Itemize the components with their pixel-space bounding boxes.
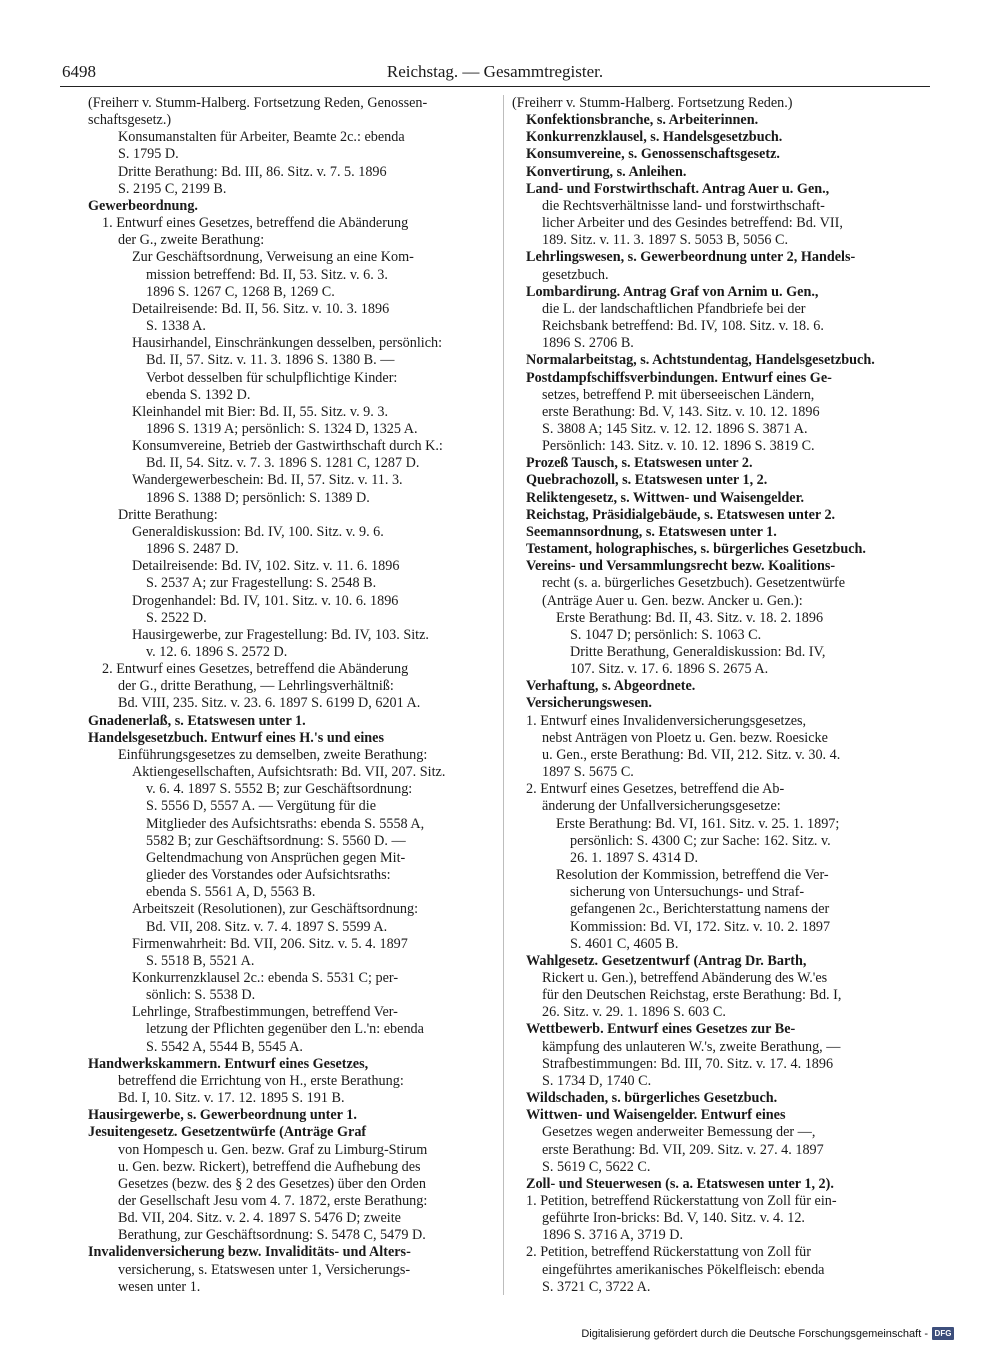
index-line: u. Gen., erste Berathung: Bd. VII, 212. Sitz. v. 30. 4. xyxy=(542,746,841,763)
index-line: die Rechtsverhältnisse land- und forstwirthschaft- xyxy=(542,197,825,214)
index-line: sicherung von Untersuchungs- und Straf- xyxy=(570,884,805,901)
column-divider xyxy=(503,95,504,1295)
index-line: Drogenhandel: Bd. IV, 101. Sitz. v. 10. 6. 1896 xyxy=(132,592,399,609)
index-line: 5582 B; zur Geschäftsordnung: S. 5560 D. — xyxy=(146,832,406,849)
footer-credit xyxy=(581,1327,954,1340)
index-line: S. 3808 A; 145 Sitz. v. 12. 12. 1896 S. 3871 A. xyxy=(542,420,808,437)
index-line: mission betreffend: Bd. II, 53. Sitz. v. 6. 3. xyxy=(146,266,388,283)
index-line: Konsumvereine, Betrieb der Gastwirthschaft durch K.: xyxy=(132,438,443,455)
index-line: Gesetzes (bezw. des § 2 des Gesetzes) über den Orden xyxy=(118,1175,426,1192)
index-line: Bd. II, 54. Sitz. v. 7. 3. 1896 S. 1281 C, 1287 D. xyxy=(146,455,420,472)
index-line: erste Berathung: Bd. VII, 209. Sitz. v. 27. 4. 1897 xyxy=(542,1141,824,1158)
index-line: 1. Entwurf eines Gesetzes, betreffend die Abänderung xyxy=(102,215,409,232)
index-line: Verbot desselben für schulpflichtige Kinder: xyxy=(146,369,398,386)
index-line: Einführungsgesetzes zu demselben, zweite Berathung: xyxy=(118,746,428,763)
index-line: Strafbestimmungen: Bd. III, 70. Sitz. v. 17. 4. 1896 xyxy=(542,1055,834,1072)
index-line: Wildschaden, s. bürgerliches Gesetzbuch. xyxy=(526,1090,778,1107)
index-line: Versicherungswesen. xyxy=(526,695,652,712)
index-line: Konvertirung, s. Anleihen. xyxy=(526,163,687,180)
index-line: 2. Petition, betreffend Rückerstattung von Zoll für xyxy=(526,1244,812,1261)
index-line: Aktiengesellschaften, Aufsichtsrath: Bd. VII, 207. Sitz. xyxy=(132,764,446,781)
index-line: gefangenen 2c., Berichterstattung namens der xyxy=(570,901,830,918)
index-line: Gnadenerlaß, s. Etatswesen unter 1. xyxy=(88,712,306,729)
index-line: Lombardirung. Antrag Graf von Arnim u. Gen., xyxy=(526,283,819,300)
index-line: Erste Berathung: Bd. II, 43. Sitz. v. 18. 2. 1896 xyxy=(556,609,824,626)
index-line: 1. Entwurf eines Invalidenversicherungsgesetzes, xyxy=(526,712,807,729)
index-line: Firmenwahrheit: Bd. VII, 206. Sitz. v. 5. 4. 1897 xyxy=(132,935,408,952)
index-line: Prozeß Tausch, s. Etatswesen unter 2. xyxy=(526,455,753,472)
index-line: S. 1734 D, 1740 C. xyxy=(542,1072,652,1089)
index-line: 1896 S. 3716 A, 3719 D. xyxy=(542,1227,684,1244)
index-line: Resolution der Kommission, betreffend die Ver- xyxy=(556,867,829,884)
index-line: S. 1047 D; persönlich: S. 1063 C. xyxy=(570,626,762,643)
index-line: Detailreisende: Bd. II, 56. Sitz. v. 10. 3. 1896 xyxy=(132,300,390,317)
index-line: Handelsgesetzbuch. Entwurf eines H.'s und eines xyxy=(88,729,384,746)
index-line: schaftsgesetz.) xyxy=(88,112,172,129)
index-line: Generaldiskussion: Bd. IV, 100. Sitz. v. 9. 6. xyxy=(132,523,384,540)
index-line: licher Arbeiter und des Gesindes betreffend: Bd. VII, xyxy=(542,215,843,232)
index-line: 1896 S. 2487 D. xyxy=(146,541,239,558)
index-line: S. 5518 B, 5521 A. xyxy=(146,952,255,969)
index-line: S. 2537 A; zur Fragestellung: S. 2548 B. xyxy=(146,575,377,592)
page-title: Reichstag. — Gesammtregister. xyxy=(386,62,604,81)
index-line: Quebrachozoll, s. Etatswesen unter 1, 2. xyxy=(526,472,768,489)
dfg-logo-icon: DFG xyxy=(932,1327,954,1340)
index-line: kämpfung des unlauteren W.'s, zweite Berathung, — xyxy=(542,1038,841,1055)
index-line: 1896 S. 1319 A; persönlich: S. 1324 D, 1325 A. xyxy=(146,420,418,437)
index-line: wesen unter 1. xyxy=(118,1278,201,1295)
index-line: v. 6. 4. 1897 S. 5552 B; zur Geschäftsordnung: xyxy=(146,781,413,798)
index-line: (Freiherr v. Stumm-Halberg. Fortsetzung Reden.) xyxy=(512,95,793,111)
index-line: nebst Anträgen von Ploetz u. Gen. bezw. Roesicke xyxy=(542,729,828,746)
index-line: der G., dritte Berathung, — Lehrlingsverhältniß: xyxy=(118,678,394,695)
index-line: für den Deutschen Reichstag, erste Berathung: Bd. I, xyxy=(542,987,842,1004)
index-line: (Freiherr v. Stumm-Halberg. Fortsetzung Reden, Genossen- xyxy=(88,95,428,111)
index-line: die L. der landschaftlichen Pfandbriefe bei der xyxy=(542,300,806,317)
index-line: glieder des Vorstandes oder Aufsichtsraths: xyxy=(146,867,391,884)
index-line: Geltendmachung von Ansprüchen gegen Mit- xyxy=(146,849,406,866)
index-line: Rickert u. Gen.), betreffend Abänderung des W.'es xyxy=(542,969,828,986)
index-line: Bd. VII, 208. Sitz. v. 7. 4. 1897 S. 5599 A. xyxy=(146,918,388,935)
index-line: Konkurrenzklausel 2c.: ebenda S. 5531 C; per- xyxy=(132,969,399,986)
index-line: Handwerkskammern. Entwurf eines Gesetzes, xyxy=(88,1055,369,1072)
index-line: Hausirgewerbe, s. Gewerbeordnung unter 1. xyxy=(88,1107,357,1124)
footer-credit-text: Digitalisierung gefördert durch die Deutsche Forschungsgemeinschaft - xyxy=(581,1327,928,1340)
index-line: 1896 S. 1267 C, 1268 B, 1269 C. xyxy=(146,283,335,300)
index-line: Kommission: Bd. VI, 172. Sitz. v. 10. 2. 1897 xyxy=(570,918,831,935)
index-line: der Gesellschaft Jesu vom 4. 7. 1872, erste Berathung: xyxy=(118,1193,428,1209)
index-line: 189. Sitz. v. 11. 3. 1897 S. 5053 B, 5056 C. xyxy=(542,232,789,249)
index-line: Erste Berathung: Bd. VI, 161. Sitz. v. 25. 1. 1897; xyxy=(556,815,840,832)
index-line: Jesuitengesetz. Gesetzentwürfe (Anträge Graf xyxy=(88,1124,367,1141)
index-line: Vereins- und Versammlungsrecht bezw. Koalitions- xyxy=(526,558,836,575)
index-line: Wahlgesetz. Gesetzentwurf (Antrag Dr. Barth, xyxy=(526,952,807,969)
index-line: 107. Sitz. v. 17. 6. 1896 S. 2675 A. xyxy=(570,661,769,678)
index-line: Dritte Berathung: xyxy=(118,506,218,523)
index-line: Invalidenversicherung bezw. Invaliditäts- und Alters- xyxy=(88,1244,411,1261)
index-line: Seemannsordnung, s. Etatswesen unter 1. xyxy=(526,523,777,540)
index-line: Reichsbank betreffend: Bd. IV, 108. Sitz. v. 18. 6. xyxy=(542,318,824,335)
index-line: Gesetzes wegen anderweiter Bemessung der —, xyxy=(542,1124,816,1141)
index-line: Konfektionsbranche, s. Arbeiterinnen. xyxy=(526,112,759,129)
page-number: 6498 xyxy=(62,62,96,81)
index-line: Bd. II, 57. Sitz. v. 11. 3. 1896 S. 1380 B. — xyxy=(146,352,395,369)
index-line: erste Berathung: Bd. V, 143. Sitz. v. 10. 12. 1896 xyxy=(542,403,820,420)
index-line: gesetzbuch. xyxy=(542,266,609,283)
index-line: Reliktengesetz, s. Wittwen- und Waisengelder. xyxy=(526,489,805,506)
index-line: setzes, betreffend P. mit überseeischen Ländern, xyxy=(542,386,815,403)
index-line: Reichstag, Präsidialgebäude, s. Etatswesen unter 2. xyxy=(526,506,836,523)
index-line: 1896 S. 2706 B. xyxy=(542,335,634,352)
index-line: Hausirgewerbe, zur Fragestellung: Bd. IV, 103. Sitz. xyxy=(132,626,429,643)
index-line: der G., zweite Berathung: xyxy=(118,232,265,249)
index-line: 26. 1. 1897 S. 4314 D. xyxy=(570,849,699,866)
index-line: letzung der Pflichten gegenüber den L.'n: ebenda xyxy=(146,1021,424,1038)
index-line: Postdampfschiffsverbindungen. Entwurf eines Ge- xyxy=(526,369,832,386)
index-line: Hausirhandel, Einschränkungen desselben, persönlich: xyxy=(132,335,443,352)
index-line: ebenda S. 1392 D. xyxy=(146,386,251,403)
index-line: betreffend die Errichtung von H., erste Berathung: xyxy=(118,1072,404,1089)
index-line: Normalarbeitstag, s. Achtstundentag, Handelsgesetzbuch. xyxy=(526,352,875,369)
index-line: Bd. VIII, 235. Sitz. v. 23. 6. 1897 S. 6199 D, 6201 A. xyxy=(118,695,421,712)
index-line: 26. Sitz. v. 29. 1. 1896 S. 603 C. xyxy=(542,1004,726,1021)
index-line: Berathung, zur Geschäftsordnung: S. 5478 C, 5479 D. xyxy=(118,1227,426,1244)
index-line: (Anträge Auer u. Gen. bezw. Ancker u. Gen.): xyxy=(542,592,803,609)
index-line: Persönlich: 143. Sitz. v. 10. 12. 1896 S. 3819 C. xyxy=(542,438,815,455)
index-line: Gewerbeordnung. xyxy=(88,197,198,214)
index-line: 1. Petition, betreffend Rückerstattung von Zoll für ein- xyxy=(526,1193,837,1209)
index-line: Kleinhandel mit Bier: Bd. II, 55. Sitz. v. 9. 3. xyxy=(132,403,388,420)
index-line: 2. Entwurf eines Gesetzes, betreffend die Ab- xyxy=(526,781,785,798)
index-line: eingeführtes amerikanisches Pökelfleisch: ebenda xyxy=(542,1261,825,1278)
index-line: 2. Entwurf eines Gesetzes, betreffend die Abänderung xyxy=(102,661,409,678)
index-line: Wandergewerbeschein: Bd. II, 57. Sitz. v. 11. 3. xyxy=(132,472,403,489)
index-line: v. 12. 6. 1896 S. 2572 D. xyxy=(146,644,288,660)
index-line: Bd. I, 10. Sitz. v. 17. 12. 1895 S. 191 B. xyxy=(118,1090,345,1107)
index-line: Arbeitszeit (Resolutionen), zur Geschäftsordnung: xyxy=(132,901,419,918)
index-line: Detailreisende: Bd. IV, 102. Sitz. v. 11. 6. 1896 xyxy=(132,558,400,575)
index-line: Konsumvereine, s. Genossenschaftsgesetz. xyxy=(526,146,780,163)
index-line: Dritte Berathung: Bd. III, 86. Sitz. v. 7. 5. 1896 xyxy=(118,163,387,180)
index-line: geführte Iron-bricks: Bd. V, 140. Sitz. v. 4. 12. xyxy=(542,1210,805,1227)
index-line: 1896 S. 1388 D; persönlich: S. 1389 D. xyxy=(146,489,370,506)
left-column xyxy=(88,95,496,1300)
index-line: Konkurrenzklausel, s. Handelsgesetzbuch. xyxy=(526,129,783,146)
index-line: Mitglieder des Aufsichtsraths: ebenda S. 5558 A, xyxy=(146,815,425,832)
index-line: S. 2195 C, 2199 B. xyxy=(118,180,227,197)
index-line: persönlich: S. 4300 C; zur Sache: 162. Sitz. v. xyxy=(570,832,831,849)
index-line: S. 1338 A. xyxy=(146,318,206,335)
index-line: Verhaftung, s. Abgeordnete. xyxy=(526,678,696,695)
right-column xyxy=(512,95,914,1300)
index-line: Zoll- und Steuerwesen (s. a. Etatswesen unter 1, 2). xyxy=(526,1175,834,1192)
index-line: S. 4601 C, 4605 B. xyxy=(570,935,679,952)
index-line: versicherung, s. Etatswesen unter 1, Versicherungs- xyxy=(118,1261,411,1278)
index-line: änderung der Unfallversicherungsgesetze: xyxy=(542,798,781,815)
index-line: Dritte Berathung, Generaldiskussion: Bd. IV, xyxy=(570,644,826,660)
index-line: 1897 S. 5675 C. xyxy=(542,764,634,781)
index-line: S. 5542 A, 5544 B, 5545 A. xyxy=(146,1038,303,1055)
index-line: S. 2522 D. xyxy=(146,609,207,626)
index-line: Bd. VII, 204. Sitz. v. 2. 4. 1897 S. 5476 D; zweite xyxy=(118,1210,401,1227)
index-line: Wettbewerb. Entwurf eines Gesetzes zur Be- xyxy=(526,1021,796,1038)
index-line: Wittwen- und Waisengelder. Entwurf eines xyxy=(526,1107,786,1124)
page-header xyxy=(60,60,930,87)
index-line: sönlich: S. 5538 D. xyxy=(146,987,256,1004)
index-line: Land- und Forstwirthschaft. Antrag Auer u. Gen., xyxy=(526,180,830,197)
index-line: Lehrlingswesen, s. Gewerbeordnung unter 2, Handels- xyxy=(526,249,856,266)
index-line: S. 5556 D, 5557 A. — Vergütung für die xyxy=(146,798,377,815)
index-line: S. 5619 C, 5622 C. xyxy=(542,1158,651,1175)
index-line: ebenda S. 5561 A, D, 5563 B. xyxy=(146,884,316,901)
index-line: Lehrlinge, Strafbestimmungen, betreffend Ver- xyxy=(132,1004,398,1021)
index-line: recht (s. a. bürgerliches Gesetzbuch). Gesetzentwürfe xyxy=(542,575,846,592)
index-line: S. 3721 C, 3722 A. xyxy=(542,1278,651,1295)
index-line: S. 1795 D. xyxy=(118,146,179,163)
index-line: Zur Geschäftsordnung, Verweisung an eine Kom- xyxy=(132,249,414,266)
index-line: Testament, holographisches, s. bürgerliches Gesetzbuch. xyxy=(526,541,866,558)
index-line: u. Gen. bezw. Rickert), betreffend die Aufhebung des xyxy=(118,1158,421,1175)
index-line: Konsumanstalten für Arbeiter, Beamte 2c.: ebenda xyxy=(118,129,405,146)
index-line: von Hompesch u. Gen. bezw. Graf zu Limburg-Stirum xyxy=(118,1141,428,1158)
